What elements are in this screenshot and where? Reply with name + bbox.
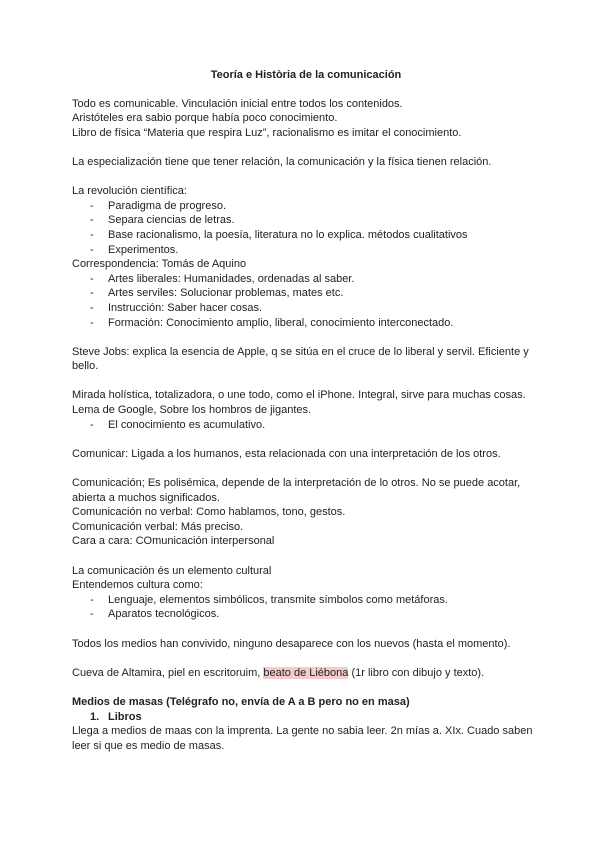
list-item: - Artes serviles: Solucionar problemas, mates etc. bbox=[72, 286, 540, 301]
list-item: - Experimentos. bbox=[72, 243, 540, 258]
list-item: - Formación: Conocimiento amplio, liberal, conocimiento interconectado. bbox=[72, 316, 540, 331]
libros-heading bbox=[72, 710, 540, 725]
intro-line: Libro de física “Materia que respira Luz”, racionalismo es imitar el conocimiento. bbox=[72, 126, 462, 139]
comunicar-paragraph: Comunicar: Ligada a los humanos, esta relacionada con una interpretación de los otros. bbox=[72, 447, 501, 460]
list-item: - Artes liberales: Humanidades, ordenadas al saber. bbox=[72, 272, 540, 287]
list-item: - Base racionalismo, la poesía, literatura no lo explica. métodos cualitativos bbox=[72, 228, 540, 243]
lema-line: Lema de Google, Sobre los hombros de jigantes. bbox=[72, 404, 312, 417]
cultural-line: La comunicación és un elemento cultural bbox=[72, 564, 272, 577]
list-item: - El conocimiento es acumulativo. bbox=[72, 418, 540, 433]
correspondencia-heading: Correspondencia: Tomás de Aquino bbox=[72, 258, 247, 271]
cueva-paragraph bbox=[72, 666, 540, 681]
document-title: Teoría e Història de la comunicación bbox=[210, 69, 402, 81]
cueva-text: Cueva de Altamira, piel en escritoruim, bbox=[72, 666, 264, 679]
medios-heading: Medios de masas (Telégrafo no, envía de A a B pero no en masa) bbox=[72, 695, 410, 708]
comunicacion-line: Comunicación no verbal: Como hablamos, tono, gestos. bbox=[72, 506, 346, 519]
comunicacion-line: Cara a cara: COmunicación interpersonal bbox=[72, 535, 275, 548]
steve-jobs-paragraph: Steve Jobs: explica la esencia de Apple, q se sitúa en el cruce de lo liberal y servil. Eficiente y bello. bbox=[72, 345, 529, 373]
list-item: - Separa ciencias de letras. bbox=[72, 213, 540, 228]
intro-line: Todo es comunicable. Vinculación inicial entre todos los contenidos. bbox=[72, 97, 403, 110]
revolucion-list bbox=[72, 199, 540, 257]
list-number: 1. bbox=[90, 710, 100, 723]
list-item: - Paradigma de progreso. bbox=[72, 199, 540, 214]
mirada-paragraph: Mirada holística, totalizadora, o une todo, como el iPhone. Integral, sirve para muchas cosas. bbox=[72, 389, 526, 402]
cultura-list bbox=[72, 593, 540, 622]
comunicacion-line: Comunicación; Es polisémica, depende de la interpretación de lo otros. No se puede acotar, abierta a muchos significados. bbox=[72, 477, 521, 504]
medios-convivido-paragraph: Todos los medios han convivido, ninguno desaparece con los nuevos (hasta el momento). bbox=[72, 637, 511, 650]
especializacion-paragraph: La especialización tiene que tener relación, la comunicación y la física tienen relación. bbox=[72, 155, 492, 168]
cultural-line: Entendemos cultura como: bbox=[72, 579, 203, 592]
revolucion-heading: La revolución científica: bbox=[72, 185, 187, 198]
list-item: - Lenguaje, elementos simbólicos, transmite símbolos como metáforas. bbox=[72, 593, 540, 608]
list-item: - Instrucción: Saber hacer cosas. bbox=[72, 301, 540, 316]
libros-label: Libros bbox=[108, 710, 142, 723]
cueva-text: (1r libro con dibujo y texto). bbox=[348, 666, 485, 679]
intro-line: Aristóteles era sabio porque había poco conocimiento. bbox=[72, 112, 338, 125]
highlighted-text: beato de Liébona bbox=[263, 666, 349, 679]
list-item: - Aparatos tecnológicos. bbox=[72, 607, 540, 622]
lema-list bbox=[72, 418, 540, 433]
libros-paragraph: Llega a medios de maas con la imprenta. La gente no sabia leer. 2n mías a. XIx. Cuado saben leer si que es medio de masas. bbox=[72, 725, 533, 752]
comunicacion-line: Comunicación verbal: Más preciso. bbox=[72, 520, 244, 533]
correspondencia-list bbox=[72, 272, 540, 330]
